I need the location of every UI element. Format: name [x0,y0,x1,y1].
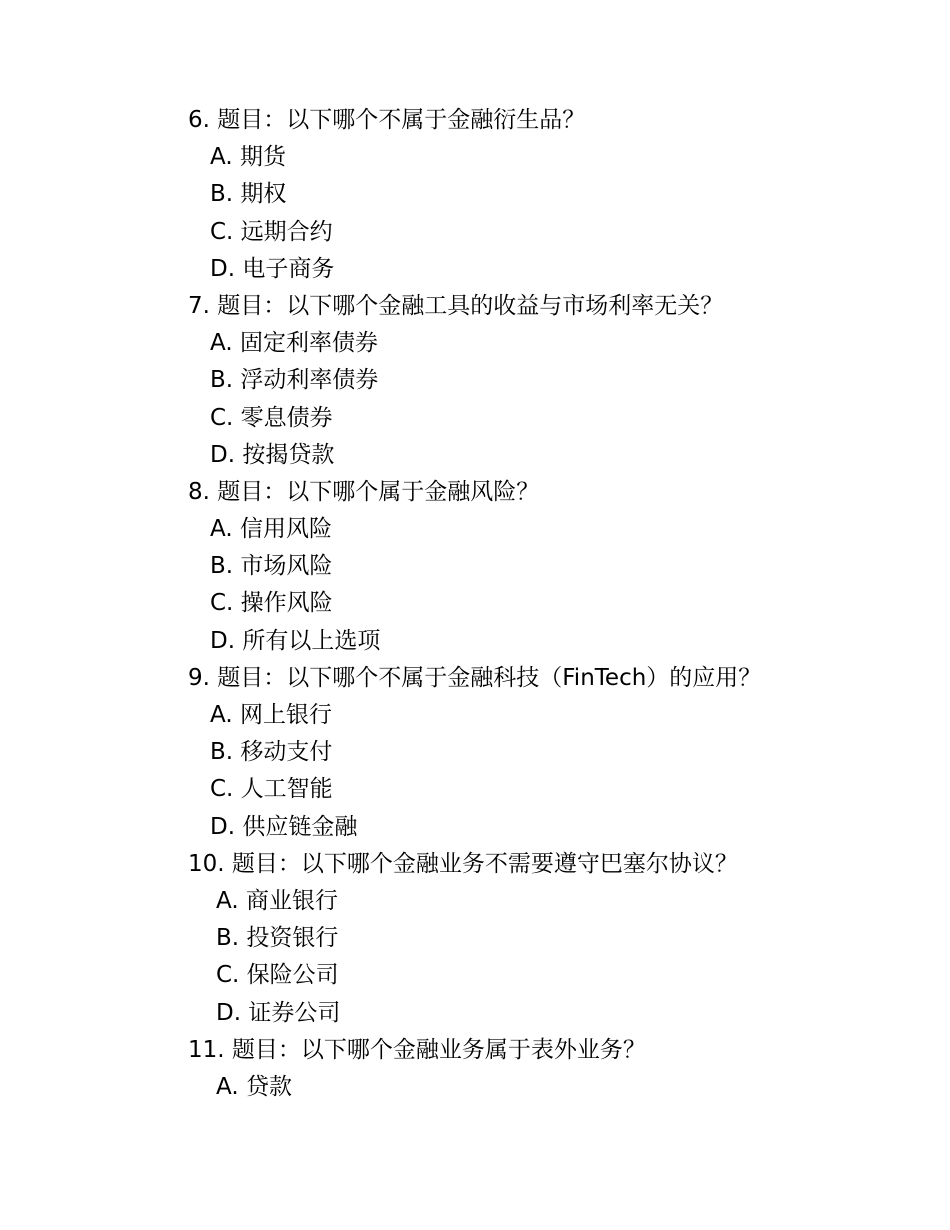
option-d: D. 按揭贷款 [210,441,335,468]
option-c: C. 零息债券 [210,404,333,431]
question-10 [188,846,761,1032]
question-text: 7. 题目：以下哪个金融工具的收益与市场利率无关？ [188,292,724,319]
question-text: 10. 题目：以下哪个金融业务不需要遵守巴塞尔协议？ [188,850,738,877]
question-8 [188,474,761,660]
option-b: B. 投资银行 [216,925,339,952]
option-c: C. 人工智能 [210,776,333,803]
question-text: 6. 题目：以下哪个不属于金融衍生品？ [188,107,586,133]
question-9 [188,660,761,846]
option-a: A. 固定利率债券 [210,330,378,357]
option-c: C. 操作风险 [210,590,333,617]
option-a: A. 期货 [210,144,286,171]
option-b: B. 移动支付 [210,739,333,766]
option-a: A. 商业银行 [216,887,338,914]
question-6 [188,102,761,288]
option-a: A. 贷款 [216,1073,292,1100]
question-list [188,102,761,1106]
option-c: C. 保险公司 [216,962,339,989]
option-d: D. 证券公司 [216,999,341,1026]
question-text: 8. 题目：以下哪个属于金融风险？ [188,478,540,505]
option-b: B. 期权 [210,181,287,208]
option-d: D. 供应链金融 [210,813,358,840]
option-d: D. 电子商务 [210,255,335,282]
question-11 [188,1032,761,1106]
option-c: C. 远期合约 [210,218,333,245]
question-text: 9. 题目：以下哪个不属于金融科技（FinTech）的应用？ [188,664,762,691]
option-d: D. 所有以上选项 [210,627,381,654]
option-b: B. 浮动利率债券 [210,367,379,394]
option-b: B. 市场风险 [210,553,333,580]
question-7 [188,288,761,474]
option-a: A. 信用风险 [210,516,332,543]
question-text: 11. 题目：以下哪个金融业务属于表外业务？ [188,1036,646,1063]
option-a: A. 网上银行 [210,702,332,728]
